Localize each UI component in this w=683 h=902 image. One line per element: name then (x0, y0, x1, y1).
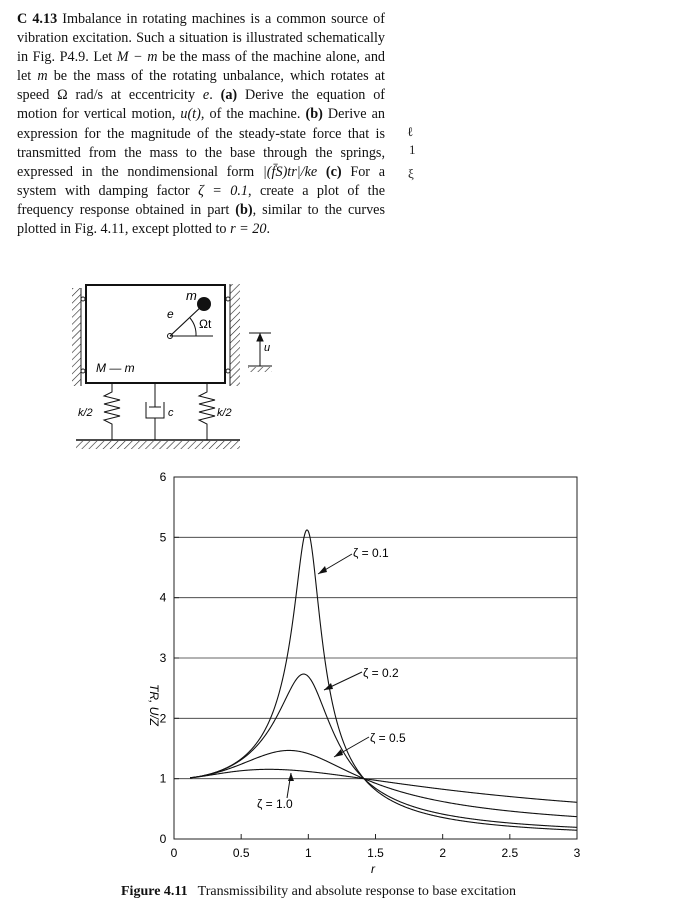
machine-label: M — m (96, 361, 135, 375)
right-spring-label: k/2 (217, 407, 232, 419)
caption-number: Figure 4.11 (121, 884, 188, 899)
label-zeta-0.2: ζ = 0.2 (363, 666, 399, 680)
margin-mark-1: ℓ (407, 124, 414, 139)
label-zeta-0.5: ζ = 0.5 (370, 731, 406, 745)
x-tick-label: 2.5 (501, 846, 519, 860)
x-axis-label: r (371, 862, 375, 876)
label-zeta-1.0: ζ = 1.0 (257, 797, 293, 811)
left-spring-label: k/2 (78, 407, 93, 419)
y-tick-label: 4 (159, 590, 167, 605)
y-tick-label: 6 (159, 470, 167, 484)
problem-statement: C 4.13 Imbalance in rotating machines is a common source of vibration excitation. Such a situation is illustrated schematically in Fig. P4.9. Let M − m be the mass of the machine alone, and let m be the mass of the rotating unbalance, which rotates at speed Ω rad/s at eccentricity e. (a) Derive the equation of motion for vertical motion, u(t), of the machine. (b) Derive an expression for the magnitude of the steady-state force that is transmitted from the mass to the base through the springs, expressed in the nondimensional form |(f̄S)tr|/ke (c) For a system with damping factor ζ = 0.1, create a plot of the frequency response obtained in part (b), similar to the curves plotted in Fig. 4.11, except plotted to r = 20. (17, 11, 386, 238)
displacement-label: u (264, 342, 271, 354)
angle-label: Ωt (199, 317, 212, 331)
margin-mark-2: 1 (409, 142, 416, 157)
figure-caption (121, 884, 516, 900)
curve-zeta-0.5 (190, 750, 577, 816)
y-tick-label: 3 (159, 651, 167, 665)
caption-text: Transmissibility and absolute response to base excitation (197, 884, 516, 899)
curve-zeta-0.1 (190, 530, 577, 830)
y-tick-label: 1 (159, 771, 167, 786)
label-zeta-0.1: ζ = 0.1 (353, 546, 389, 560)
eccentricity-label: e (167, 307, 174, 321)
curve-zeta-0.2 (190, 674, 577, 827)
damper-label: c (168, 407, 174, 419)
x-tick-label: 1.5 (367, 846, 384, 860)
x-tick-label: 3 (573, 846, 581, 860)
y-tick-label: 2 (159, 711, 167, 726)
mass-label: m (186, 288, 197, 303)
x-tick-label: 1 (304, 846, 312, 860)
y-axis-label: TR, U/Z (147, 684, 161, 726)
x-tick-label: 2 (439, 846, 447, 860)
x-tick-label: 0.5 (232, 846, 250, 860)
y-tick-label: 5 (159, 530, 167, 545)
problem-number: C 4.13 (17, 11, 58, 27)
margin-mark-3: ξ (408, 166, 414, 181)
y-tick-label: 0 (159, 832, 167, 846)
x-tick-label: 0 (170, 846, 178, 860)
